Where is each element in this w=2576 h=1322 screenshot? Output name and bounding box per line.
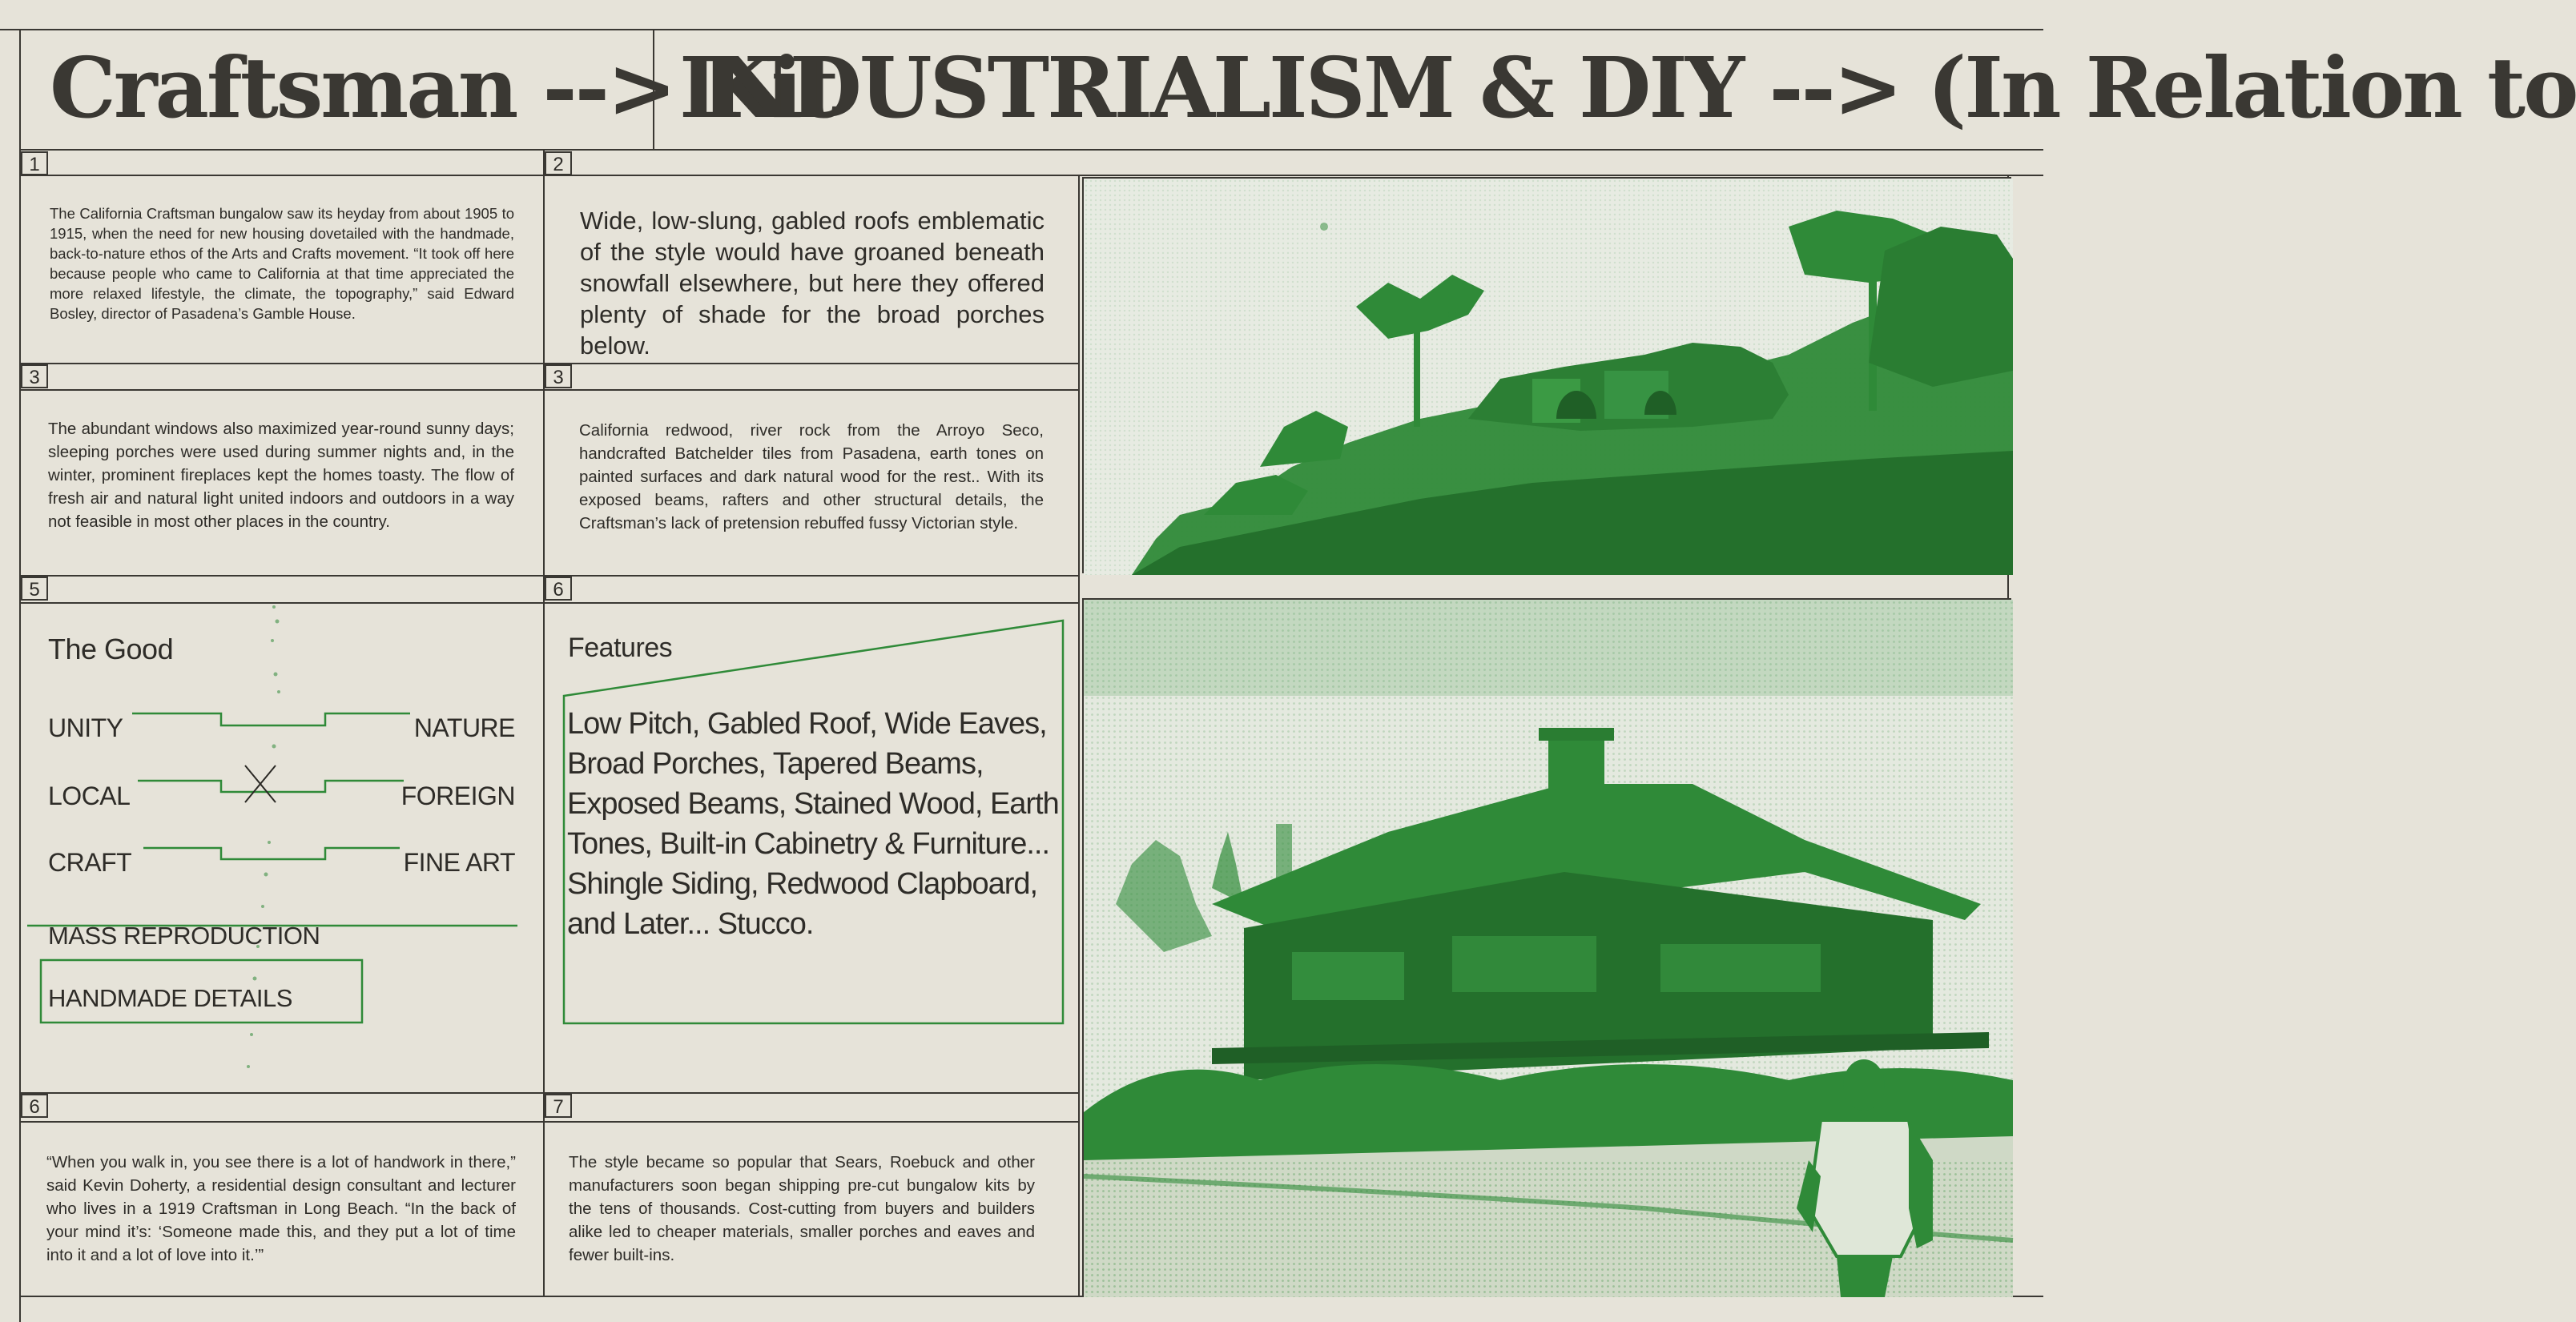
cell-number-3b: 3 [545, 364, 572, 388]
cell-2-text: Wide, low-slung, gabled roofs emblematic of the style would have groaned beneath snowfall elsewhere, but here they offered plenty of shade for the broad porches below. [580, 207, 1044, 360]
photo-hillside-house [1082, 177, 2011, 573]
label-local: LOCAL [48, 782, 131, 810]
cell-7-text: The style became so popular that Sears, Roebuck and other manufacturers soon began shipping pre-cut bungalow kits by the tens of thousands. Cost-cutting from buyers and builders alike led to cheaper materials, smaller porches and eaves and fewer built-ins. [569, 1153, 1035, 1264]
cell-number-2: 2 [545, 151, 572, 175]
cell-number-5: 5 [21, 577, 48, 601]
cell-number-3a: 3 [21, 364, 48, 388]
good-heading: The Good [48, 633, 174, 665]
top-rule [0, 29, 2043, 30]
title-right: INDUSTRIALISM & DIY --> (In Relation to [679, 38, 2576, 137]
photo-craftsman-house-image [1084, 600, 2013, 1297]
cell-3b-text: California redwood, river rock from the Arroyo Seco, handcrafted Batchelder tiles from Pasadena, earth tones on painted surfaces and dark natural wood for the rest.. With its exposed beams, rafters and other structural details, the Craftsman’s lack of pretension rebuffed fussy Victorian style. [579, 421, 1044, 532]
photo-craftsman-house [1082, 598, 2011, 1296]
row-rule-2b [19, 389, 1078, 391]
cell-1-text: The California Craftsman bungalow saw its heyday from about 1905 to 1915, when the need for new housing dovetailed with the handmade, back-to-nature ethos of the Arts and Crafts movement. “It took off here because people who came to California at that time appreciated the more relaxed lifestyle, the climate, the topography,” said Edward Bosley, director of Pasadena’s Gamble House. [50, 205, 514, 322]
label-unity: UNITY [48, 713, 123, 742]
cell-6b-text: “When you walk in, you see there is a lot of handwork in there,” said Kevin Doherty, a residential design consultant and lecturer who lives in a 1919 Craftsman in Long Beach. “In the back of your mind it’s: ‘Someone made this, and they put a lot of time into it and a lot of love into it.’” [46, 1153, 516, 1264]
good-diagram-connectors [19, 602, 543, 1092]
cell-number-6a: 6 [545, 577, 572, 601]
cell-number-7: 7 [545, 1094, 572, 1118]
header-bottom-rule [19, 149, 2043, 151]
label-foreign: FOREIGN [400, 782, 515, 810]
column-divider-1 [543, 149, 545, 1296]
cell-number-1: 1 [21, 151, 48, 175]
mass-reproduction-label: MASS REPRODUCTION [48, 922, 320, 950]
label-fine-art: FINE ART [403, 848, 515, 877]
cell-number-6b: 6 [21, 1094, 48, 1118]
handmade-details-label: HANDMADE DETAILS [48, 984, 292, 1012]
title-left: Craftsman --> Kit [50, 38, 837, 137]
photo-hillside-house-image [1084, 179, 2013, 575]
features-text: Low Pitch, Gabled Roof, Wide Eaves, Broad Porches, Tapered Beams, Exposed Beams, Stained Wood, Earth Tones, Built-in Cabinetry & Furniture... Shingle Siding, Redwood Clapboard, and Later... Stucco. [567, 707, 1059, 941]
features-heading: Features [568, 633, 673, 663]
cell-3a-text: The abundant windows also maximized year-round sunny days; sleeping porches were used during summer nights and, in the winter, prominent fireplaces kept the homes toasty. The flow of fresh air and natural light united indoors and outdoors in a way not feasible in most other places in the country. [48, 420, 514, 531]
row-rule-4b [19, 1121, 1078, 1123]
label-nature: NATURE [413, 713, 515, 742]
label-craft: CRAFT [48, 848, 132, 877]
numbers-rule-1 [19, 175, 2043, 176]
column-divider-2 [1078, 175, 1080, 1296]
